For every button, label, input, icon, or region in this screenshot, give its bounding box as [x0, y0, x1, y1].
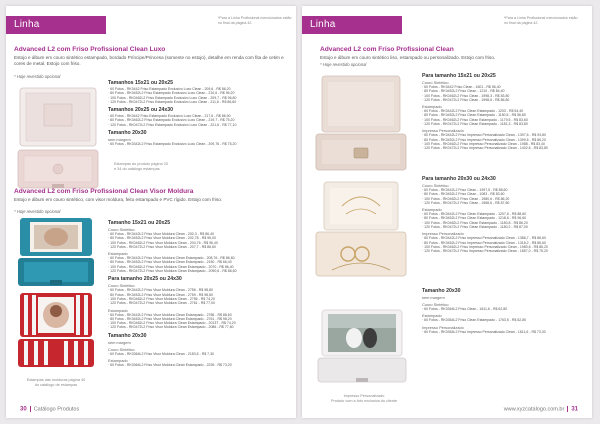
- price-row: · 80 Fotos - RK0462L2 Friso Estampado Exclusivo Luxo Clean - 219,7 - R$ 75,20: [108, 118, 235, 123]
- page-number: 31: [571, 406, 578, 412]
- band-label-bold: PROFISSIONAL: [310, 37, 388, 48]
- price-row: · 80 Fotos - RK0452L2 Friso Impresso Personalizado Clean - 1318,2 - R$ 86,60: [422, 240, 546, 245]
- section-description: Estojo e álbum em couro sintético estampado, bordado Príncipe/Princesa (somente no estojo), detalhe em renda com fita de cetim e cores de metal. Estojo com friso.: [14, 55, 284, 66]
- price-row: · 80 Fotos - RK0452L2 Friso Visor Moldura Clean Estampado - 2761 - R$ 98,20: [108, 316, 232, 321]
- photo-caption: Impresso Personalizado Produto com a foto exclusiva do cliente: [330, 394, 398, 403]
- group-heading: Tamanho 20x30: [422, 288, 461, 294]
- product-photo-teal-visor: [16, 216, 96, 288]
- group-heading: Tamanho 20x30: [108, 130, 147, 137]
- section-note: * Hoje revestido opcional: [14, 74, 61, 79]
- price-row: · 100 Fotos - RK0462L2 Friso Visor Moldura Clean - 204,76 - R$ 96,40: [108, 240, 218, 245]
- price-row: · 80 Fotos - RK0452L2 Friso Visor Moldura Clean - 202,78 - R$ 96,00: [108, 236, 216, 241]
- section-description: Estojo e álbum em couro sintético liso, estampado ou personalizado. Estojo com friso.: [320, 55, 496, 60]
- price-row: · 60 Fotos - RK0364L2 Friso Impresso Personalizado Clean - 1611,6 - R$ 73,30: [422, 329, 546, 334]
- price-row: · 60 Fotos - RK0442L2 Friso Clean Estampado - 1207,6 - R$ 88,60: [422, 212, 527, 217]
- price-block-clean-20x30: [422, 288, 546, 334]
- photo-caption: Estampas das molduras página 40 do catálogo de estampas: [26, 378, 86, 387]
- price-row: · 80 Fotos - RK0452L2 Friso Estampado Exclusivo Luxo Clean - 210,6 - R$ 96,20: [108, 91, 235, 96]
- group-subheading: Couro Sintético: [108, 227, 135, 232]
- group-heading: Tamanhos 20x25 ou 24x30: [108, 107, 174, 114]
- footer-text: Catálogo Produtos: [33, 406, 80, 412]
- price-row: · 80 Fotos - RK0452L2 Friso Clean Estampado - 1218,6 - R$ 96,60: [422, 216, 527, 221]
- price-row: · 120 Fotos - RK0472L2 Friso Visor Moldura Clean Estampado - 2090,6 - R$ 86,60: [108, 269, 237, 274]
- price-row: · 60 Fotos - RK0442L2 Friso Visor Moldura Clean Estampado - 208,76 - R$ 86,60: [108, 256, 235, 261]
- section-title: Advanced L2 com Friso Profissional Clean Visor Moldura: [14, 188, 194, 195]
- price-row: · 80 Fotos - RK0452L2 Friso Visor Moldura Clean Estampado - 2150 - R$ 66,40: [108, 260, 232, 265]
- group-subheading: sem margem: [108, 339, 131, 345]
- price-row: · 60 Fotos - RK0364L2 Friso Visor Moldura Clean Estampado - 2239 - R$ 73,20: [108, 363, 232, 368]
- price-row: · 100 Fotos - RK0462L2 Friso Clean Estampado - 1179,5 - R$ 83,60: [422, 117, 528, 122]
- page-band: [302, 16, 402, 48]
- price-row: · 60 Fotos - RK0364L2 Friso Clean Estampado - 1763,5 - R$ 62,80: [422, 318, 527, 323]
- price-row: · 100 Fotos - RK0462L2 Friso Clean - 1980,6 - R$ 86,20: [422, 196, 510, 201]
- group-subheading: Couro Sintético: [108, 346, 135, 352]
- band-note: *Para a Linha Profissional mencionados estão no final da página 42.: [504, 16, 578, 25]
- price-row: · 120 Fotos - RK0472L2 Friso Clean - 1998,6 - R$ 86,80: [422, 97, 510, 102]
- price-row: · 100 Fotos - RK0462L2 Friso Visor Moldura Clean - 2756 - R$ 74,20: [108, 296, 215, 301]
- page-footer: [20, 406, 79, 412]
- group-subheading: Estampado: [422, 313, 442, 319]
- page-band: [6, 16, 106, 48]
- price-row: · 60 Fotos - RK0442L2 Friso Impresso Personalizado Clean - 1386,7 - R$ 86,60: [422, 236, 546, 241]
- band-label-bold: PROFISSIONAL: [14, 37, 92, 48]
- product-photo-clean-beige: [312, 74, 410, 174]
- section-note: * Hoje revestido opcional: [14, 209, 61, 214]
- price-row: · 120 Fotos - RK0472L2 Friso Estampado Exclusivo Luxo Clean - 211,6 - R$ 86,60: [108, 99, 237, 104]
- price-row: · 60 Fotos - RK0442L2 Friso Visor Moldura Clean Estampado - 2786 - R$ 88,60: [108, 312, 232, 317]
- group-subheading: Estampado: [108, 307, 128, 313]
- price-block-visor: [108, 220, 237, 367]
- group-subheading: Estampado: [108, 358, 128, 364]
- group-subheading: Couro Sintético: [422, 183, 449, 188]
- left-page: [6, 6, 296, 418]
- price-row: · 100 Fotos - RK0462L2 Friso Clean Estampado - 1180,8 - R$ 86,20: [422, 220, 528, 225]
- price-row: · 120 Fotos - RK0472L2 Friso Impresso Personalizado Clean - 1402,6 - R$ 83,80: [422, 146, 548, 151]
- price-row: · 100 Fotos - RK0462L2 Friso Clean - 1998,3 - R$ 83,80: [422, 93, 510, 98]
- footer-divider: [30, 406, 31, 412]
- group-subheading: Impresso Personalizado: [422, 231, 464, 237]
- group-subheading: Estampado: [108, 251, 128, 257]
- group-heading: Para tamanho 20x25 ou 24x30: [108, 276, 182, 283]
- section-description: Estojo e álbum em couro sintético, com visor moldura, feito estampado e PVC rígido. Estojo com friso.: [14, 197, 223, 202]
- price-row: · 60 Fotos - RK0442 Friso Estampado Exclusivo Luxo Clean - 217,6 - R$ 86,90: [108, 114, 231, 119]
- price-row: · 100 Fotos - RK0462L2 Friso Visor Moldura Clean Estampado - 2070 - R$ 86,40: [108, 264, 234, 269]
- group-subheading: Estampado: [422, 207, 442, 213]
- photo-caption: Estampas do produto página 33 e 34 do catálogo estampas: [114, 162, 168, 171]
- price-row: · 120 Fotos - RK0472L2 Friso Clean - 1968,6 - R$ 87,80: [422, 200, 510, 205]
- price-row: · 100 Fotos - RK0462L2 Friso Visor Moldura Clean Estampado - 2013T - R$ 74,20: [108, 321, 236, 326]
- band-label: Linha: [310, 19, 336, 30]
- group-subheading: Couro Sintético: [422, 302, 449, 307]
- product-photo-luxo: [14, 84, 102, 192]
- section-note: * Hoje revestido opcional: [320, 62, 367, 67]
- price-row: · 60 Fotos - RK0442L2 Friso Clean - 1997,5 - R$ 88,60: [422, 188, 508, 192]
- price-row: · 120 Fotos - RK0472L2 Friso Clean Estampado - 1181,3 - R$ 83,80: [422, 122, 528, 127]
- price-row: · 60 Fotos - RK0364L2 Friso Clean - 1611,6 - R$ 62,80: [422, 307, 508, 311]
- price-row: · 80 Fotos - RK0452L2 Friso Clean Estampado - 1150,5 - R$ 56,80: [422, 113, 526, 118]
- footer-divider: [567, 406, 568, 412]
- price-row: · 120 Fotos - RK0472L2 Friso Visor Moldura Clean - 207,7 - R$ 86,60: [108, 244, 216, 249]
- product-photo-clean-estampado: [312, 180, 410, 280]
- band-note: *Para a Linha Profissional mencionados estão no final da página 42.: [218, 16, 292, 25]
- group-subheading: Impresso Personalizado: [422, 128, 464, 134]
- group-heading: Tamanho 20x30: [108, 332, 147, 339]
- price-row: · 60 Fotos - RK0442L2 Friso Clean Estampado - 1203 - R$ 54,40: [422, 109, 524, 114]
- price-row: · 60 Fotos - RK0342L2 Friso Estampado Exclusivo Luxo Clean - 209,76 - R$ 75,20: [108, 142, 237, 147]
- price-row: · 120 Fotos - RK0472L2 Friso Visor Moldura Clean - 2761 - R$ 77,00: [108, 301, 215, 306]
- price-block-clean: [422, 73, 548, 151]
- price-row: · 120 Fotos - RK0472L2 Friso Clean Estampado - 1180,2 - R$ 87,00: [422, 225, 528, 230]
- band-label: Linha: [14, 19, 40, 30]
- group-heading: Tamanhos 15x21 ou 20x25: [108, 80, 174, 86]
- price-row: · 60 Fotos - RK0442L2 Friso Impresso Personalizado Clean - 1397,6 - R$ 93,80: [422, 133, 546, 138]
- group-subheading: Estampado: [422, 104, 442, 110]
- price-row: · 80 Fotos - RK0452L2 Friso Clean - 1210 - R$ 84,40: [422, 89, 505, 94]
- product-photo-red-visor: [16, 291, 96, 369]
- price-row: · 120 Fotos - RK0472L2 Friso Visor Moldura Clean Estampado - 2086 - R$ 77,60: [108, 325, 234, 330]
- group-subheading: sem margem: [422, 295, 445, 300]
- section-title: Advanced L2 com Friso Profissional Clean Luxo: [14, 46, 166, 53]
- group-heading: Tamanho 15x21 ou 20x25: [108, 220, 171, 226]
- group-subheading: Couro Sintético: [108, 283, 135, 289]
- price-row: · 80 Fotos - RK0452L2 Friso Impresso Personalizado Clean - 1399,5 - R$ 86,20: [422, 137, 546, 142]
- price-block-clean-large: [422, 176, 548, 254]
- price-row: · 60 Fotos - RK0442L2 Friso Visor Moldura Clean - 2756 - R$ 98,80: [108, 288, 213, 293]
- price-row: · 60 Fotos - RK0442 Friso Estampado Exclusivo Luxo Clean - 209,6 - R$ 86,20: [108, 87, 231, 91]
- price-row: · 60 Fotos - RK0442 Friso Clean - 1601 - R$ 56,40: [422, 85, 501, 89]
- page-footer: [504, 406, 578, 412]
- price-row: · 100 Fotos - RK0462L2 Friso Impresso Personalizado Clean - 1988 - R$ 83,40: [422, 141, 545, 146]
- price-row: · 60 Fotos - RK0364L2 Friso Visor Moldura Clean - 2183,5 - R$ 7,30: [108, 351, 214, 356]
- price-row: · 100 Fotos - RK0462L2 Friso Impresso Personalizado Clean - 1980,6 - R$ 86,20: [422, 244, 548, 249]
- price-block-luxo: [108, 80, 236, 146]
- product-photo-clean-personalizado: [314, 308, 410, 384]
- price-row: · 120 Fotos - RK0472L2 Friso Impresso Personalizado Clean - 1857,0 - R$ 75,20: [422, 249, 548, 254]
- group-heading: Para tamanho 15x21 ou 20x25: [422, 73, 496, 79]
- price-row: · 80 Fotos - RK0452L2 Friso Visor Moldura Clean - 2759 - R$ 98,60: [108, 292, 213, 297]
- page-number: 30: [20, 406, 27, 412]
- group-heading: Para tamanho 20x30 ou 24x30: [422, 176, 496, 182]
- price-row: · 80 Fotos - RK0452L2 Friso Clean - 1083 - R$ 83,60: [422, 192, 505, 197]
- group-subheading: Couro Sintético: [422, 80, 449, 85]
- group-subheading: Impresso Personalizado: [422, 324, 464, 330]
- price-row: · 60 Fotos - RK0442L2 Friso Visor Moldura Clean - 200,3 - R$ 86,40: [108, 232, 214, 236]
- right-page: [302, 6, 592, 418]
- group-subheading: sem margem: [108, 137, 131, 143]
- section-title: Advanced L2 com Friso Profissional Clean: [320, 46, 454, 53]
- footer-text: www.xyzcatalogo.com.br: [503, 406, 565, 412]
- price-row: · 100 Fotos - RK0462L2 Friso Estampado Exclusivo Luxo Clean - 209,7 - R$ 96,80: [108, 95, 237, 100]
- price-row: · 120 Fotos - RK0472L2 Friso Estampado Exclusivo Luxo Clean - 221,6 - R$ 77,10: [108, 122, 237, 127]
